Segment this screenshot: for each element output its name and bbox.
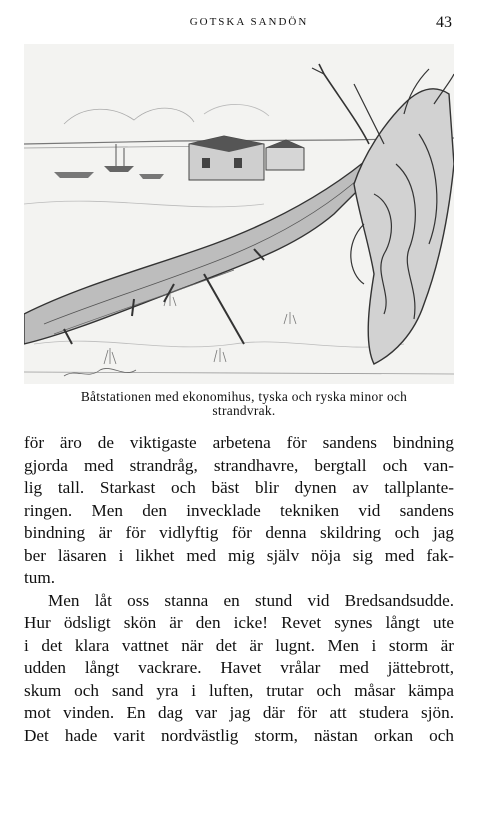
text-line: Men låt oss stanna en stund vid Bredsandsudde. <box>48 590 454 610</box>
running-head: GOTSKA SANDÖN <box>189 16 309 28</box>
text-line: i det klara vattnet när det är lugnt. Men i storm är <box>24 635 454 655</box>
figure-caption <box>34 390 454 418</box>
body-paragraphs <box>24 432 454 747</box>
text-line: mot vinden. En dag var jag där för att studera sjön. <box>24 703 454 722</box>
text-line: Det hade varit nordvästlig storm, nästan orkan och <box>24 725 454 745</box>
text-line: udden långt vackrare. Havet vrålar med jättebrott, <box>24 658 454 677</box>
text-line: bindning är för vidlyftig för denna skildring och jag <box>24 523 454 542</box>
fallen-pine-illustration <box>24 44 454 384</box>
caption-line-2: strandvrak. <box>212 403 276 418</box>
caption-line-1: Båtstationen med ekonomihus, tyska och ryska minor och <box>80 389 408 404</box>
text-line: ber läsaren i likhet med mig själv nöja sig med fak- <box>24 545 454 565</box>
text-line: lig tall. Starkast och bäst blir dynen av tallplante- <box>24 478 454 497</box>
text-line: gjorda med strandråg, strandhavre, bergtall och van- <box>24 455 454 475</box>
page-number: 43 <box>436 14 452 31</box>
text-line: skum och sand yra i luften, trutar och måsar kämpa <box>24 680 454 700</box>
text-line: för äro de viktigaste arbetena för sandens bindning <box>24 433 454 452</box>
text-line: ringen. Men den invecklade tekniken vid sandens <box>24 500 454 520</box>
text-line: tum. <box>24 568 56 587</box>
text-line: Hur ödsligt skön är den icke! Revet synes långt ute <box>24 613 454 632</box>
